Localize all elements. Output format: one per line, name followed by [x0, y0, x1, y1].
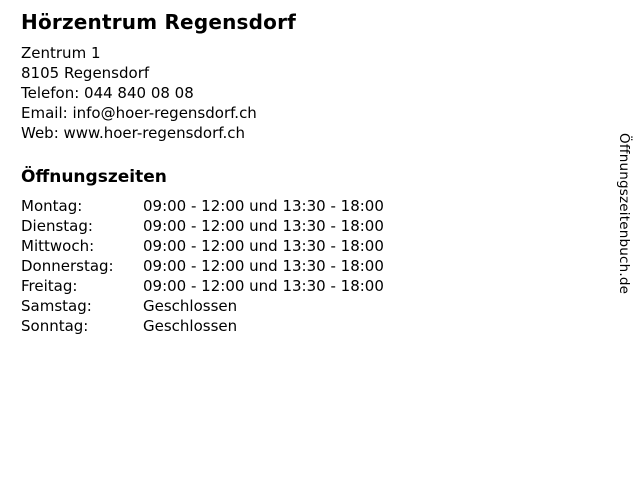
day-label: Sonntag:: [21, 317, 89, 335]
table-row: [21, 296, 601, 316]
table-row: [21, 316, 601, 336]
day-label: Donnerstag:: [21, 257, 114, 275]
hours-value: 09:00 - 12:00 und 13:30 - 18:00: [143, 257, 384, 275]
address-line-2: 8105 Regensdorf: [21, 64, 150, 82]
hours-value: 09:00 - 12:00 und 13:30 - 18:00: [143, 237, 384, 255]
hours-value: 09:00 - 12:00 und 13:30 - 18:00: [143, 277, 384, 295]
day-label: Dienstag:: [21, 217, 93, 235]
hours-value: Geschlossen: [143, 297, 238, 315]
web-line: Web: www.hoer-regensdorf.ch: [21, 124, 245, 142]
table-row: [21, 216, 601, 236]
day-label: Mittwoch:: [21, 237, 95, 255]
hours-value: 09:00 - 12:00 und 13:30 - 18:00: [143, 197, 384, 215]
phone-line: Telefon: 044 840 08 08: [21, 84, 194, 102]
hours-value: Geschlossen: [143, 317, 238, 335]
table-row: [21, 276, 601, 296]
day-label: Montag:: [21, 197, 83, 215]
day-label: Freitag:: [21, 277, 78, 295]
email-line: Email: info@hoer-regensdorf.ch: [21, 104, 257, 122]
address-line-1: Zentrum 1: [21, 44, 101, 62]
table-row: [21, 236, 601, 256]
contact-block: [21, 43, 601, 143]
opening-hours-heading: Öffnungszeiten: [21, 167, 167, 187]
main-content: [21, 0, 601, 336]
site-watermark: Öffnungszeitenbuch.de: [616, 133, 632, 295]
day-label: Samstag:: [21, 297, 92, 315]
opening-hours-table: [21, 196, 601, 336]
table-row: [21, 196, 601, 216]
page-title: Hörzentrum Regensdorf: [21, 10, 297, 34]
table-row: [21, 256, 601, 276]
hours-value: 09:00 - 12:00 und 13:30 - 18:00: [143, 217, 384, 235]
